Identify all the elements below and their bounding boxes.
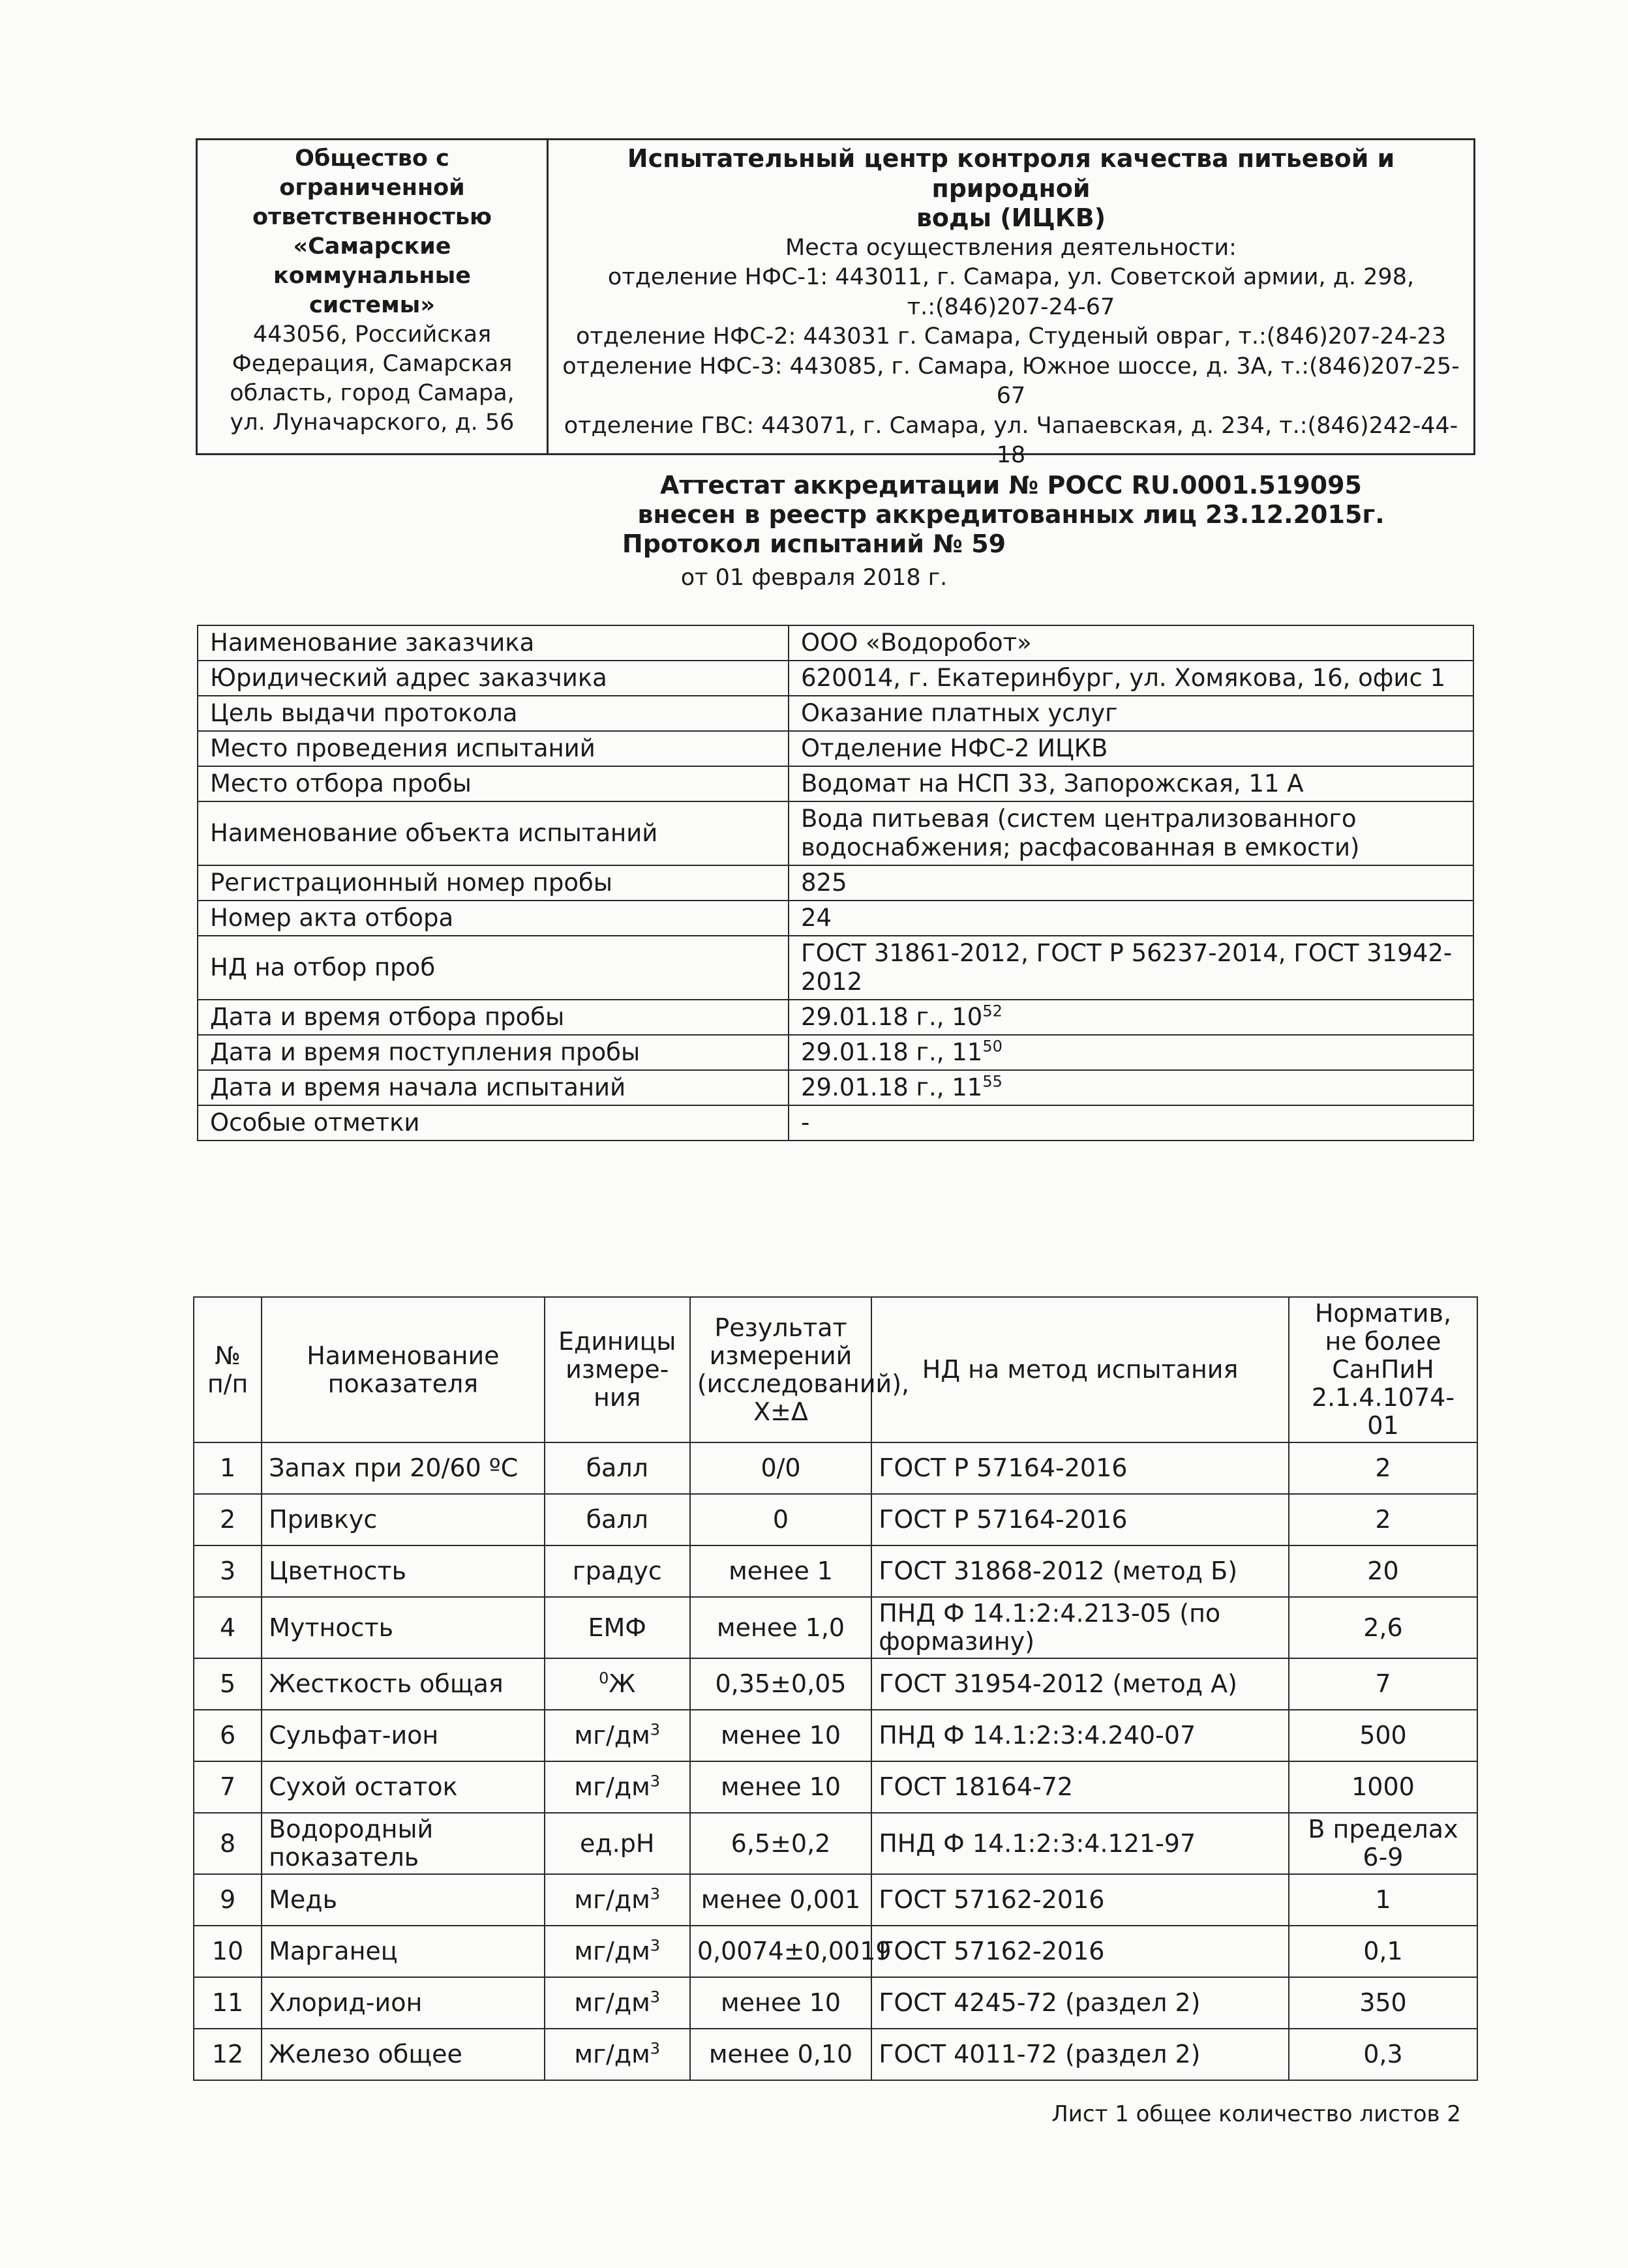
test-method: ГОСТ 57162-2016 [871,1926,1289,1977]
unit-exponent: 3 [650,1936,661,1955]
info-key: Дата и время начала испытаний [198,1070,789,1105]
info-value [789,625,1473,661]
info-value [789,901,1473,936]
info-value-text: 29.01.18 г., 11 [801,1073,983,1101]
result-value: 6,5±0,2 [690,1813,871,1874]
info-row [198,1000,1473,1035]
row-number: 9 [194,1874,262,1926]
row-number: 7 [194,1761,262,1813]
info-value [789,731,1473,766]
info-row [198,731,1473,766]
info-key: Регистрационный номер пробы [198,865,789,901]
test-method: ГОСТ 31868-2012 (метод Б) [871,1545,1289,1597]
results-header-row [194,1297,1477,1442]
unit [545,1658,690,1710]
table-row [194,1761,1477,1813]
test-method: ГОСТ 4011-72 (раздел 2) [871,2029,1289,2080]
table-row [194,1926,1477,1977]
info-row [198,1035,1473,1070]
info-value-text: ООО «Водоробот» [801,629,1032,657]
row-number: 1 [194,1442,262,1494]
indicator-name: Цветность [262,1545,545,1597]
row-number: 6 [194,1710,262,1761]
table-row [194,1597,1477,1658]
test-center-block [549,140,1473,529]
unit [545,1597,690,1658]
indicator-name: Мутность [262,1597,545,1658]
test-method: ГОСТ 57162-2016 [871,1874,1289,1926]
indicator-name: Запах при 20/60 ºС [262,1442,545,1494]
unit [545,1545,690,1597]
info-row [198,936,1473,1000]
result-value: менее 0,001 [690,1874,871,1926]
row-number: 8 [194,1813,262,1874]
indicator-name: Водородный показатель [262,1813,545,1874]
organization-address: 443056, Российская Федерация, Самарская область, город Самара, ул. Луначарского, д. 56 [230,321,515,436]
norm-value: 1000 [1289,1761,1477,1813]
table-row [194,1494,1477,1545]
indicator-name: Медь [262,1874,545,1926]
info-value-text: 29.01.18 г., 10 [801,1003,983,1031]
indicator-name: Марганец [262,1926,545,1977]
unit-text: мг/дм [574,2040,650,2068]
header-box [196,138,1475,529]
table-row [194,1977,1477,2029]
row-number: 3 [194,1545,262,1597]
test-method: ПНД Ф 14.1:2:3:4.121-97 [871,1813,1289,1874]
norm-value: В пределах 6-9 [1289,1813,1477,1874]
test-center-title: Испытательный центр контроля качества питьевой и природной воды (ИЦКВ) [627,144,1395,232]
table-row [194,1710,1477,1761]
info-value-text: Оказание платных услуг [801,699,1118,727]
unit-text: градус [572,1557,662,1585]
unit-text: ЕМФ [588,1613,646,1642]
unit-exponent: 3 [650,1720,661,1739]
info-value [789,1105,1473,1141]
protocol-title: Протокол испытаний № 59 [622,530,1006,558]
col-header-unit: Единицы измере-ния [545,1297,690,1442]
unit-text: мг/дм [574,1988,650,2017]
row-number: 5 [194,1658,262,1710]
unit-text: мг/дм [574,1937,650,1965]
unit-text: мг/дм [574,1772,650,1801]
table-row [194,2029,1477,2080]
row-number: 2 [194,1494,262,1545]
unit-degree: 0 [599,1669,609,1688]
time-minutes: 52 [982,1002,1002,1021]
info-key: Дата и время поступления пробы [198,1035,789,1070]
info-key: Место отбора пробы [198,766,789,801]
info-value [789,766,1473,801]
indicator-name: Жесткость общая [262,1658,545,1710]
unit [545,1761,690,1813]
test-method: ГОСТ 31954-2012 (метод А) [871,1658,1289,1710]
result-value: 0 [690,1494,871,1545]
test-method: ГОСТ Р 57164-2016 [871,1442,1289,1494]
organization-block [198,140,549,453]
table-row [194,1442,1477,1494]
result-value: менее 10 [690,1710,871,1761]
branch-line: отделение НФС-1: 443011, г. Самара, ул. Советской армии, д. 298, [607,264,1415,290]
info-row [198,625,1473,661]
unit-text: мг/дм [574,1885,650,1914]
result-value: менее 0,10 [690,2029,871,2080]
unit [545,1710,690,1761]
info-key: Цель выдачи протокола [198,696,789,731]
info-row [198,901,1473,936]
unit-exponent: 3 [650,1988,661,2007]
places-label: Места осуществления деятельности: [785,234,1237,261]
branch-line: отделение ГВС: 443071, г. Самара, ул. Чапаевская, д. 234, т.:(846)242-44-18 [564,412,1458,468]
info-value-text: Отделение НФС-2 ИЦКВ [801,734,1108,762]
indicator-name: Железо общее [262,2029,545,2080]
result-value: менее 10 [690,1977,871,2029]
info-value-text: 24 [801,904,832,932]
info-row [198,1070,1473,1105]
info-value-text: ГОСТ 31861-2012, ГОСТ Р 56237-2014, ГОСТ 31942-2012 [801,939,1453,996]
time-minutes: 55 [982,1072,1002,1091]
row-number: 4 [194,1597,262,1658]
info-value [789,1070,1473,1105]
unit-exponent: 3 [650,1885,661,1903]
indicator-name: Привкус [262,1494,545,1545]
result-value: 0,0074±0,0019 [690,1926,871,1977]
info-value [789,1035,1473,1070]
table-row [194,1658,1477,1710]
info-key: Наименование объекта испытаний [198,801,789,865]
col-header-result: Результат измерений (исследований), Х±Δ [690,1297,871,1442]
info-key: Наименование заказчика [198,625,789,661]
info-row [198,766,1473,801]
norm-value: 1 [1289,1874,1477,1926]
col-header-name: Наименование показателя [262,1297,545,1442]
sample-info-table [197,625,1474,1141]
indicator-name: Сульфат-ион [262,1710,545,1761]
result-value: 0/0 [690,1442,871,1494]
unit-text: балл [586,1505,648,1534]
norm-value: 2 [1289,1442,1477,1494]
info-row [198,865,1473,901]
norm-value: 350 [1289,1977,1477,2029]
row-number: 10 [194,1926,262,1977]
col-header-norm: Норматив, не более СанПиН 2.1.4.1074-01 [1289,1297,1477,1442]
info-value [789,1000,1473,1035]
norm-value: 2 [1289,1494,1477,1545]
info-row [198,661,1473,696]
info-value [789,801,1473,865]
info-key: Особые отметки [198,1105,789,1141]
unit [545,1926,690,1977]
table-row [194,1874,1477,1926]
info-value-text: Водомат на НСП 33, Запорожская, 11 А [801,769,1304,798]
info-key: Номер акта отбора [198,901,789,936]
branch-line: отделение НФС-3: 443085, г. Самара, Южное шоссе, д. 3А, т.:(846)207-25-67 [562,353,1460,409]
results-table [193,1296,1478,2081]
unit-text: мг/дм [574,1721,650,1750]
unit-exponent: 3 [650,2039,661,2058]
test-method: ПНД Ф 14.1:2:4.213-05 (по формазину) [871,1597,1289,1658]
norm-value: 0,1 [1289,1926,1477,1977]
unit-text: ед.рН [580,1828,655,1858]
info-value [789,865,1473,901]
info-value-text: Вода питьевая (систем централизованного водоснабжения; расфасованная в емкости) [801,805,1360,861]
info-key: Дата и время отбора пробы [198,1000,789,1035]
indicator-name: Хлорид-ион [262,1977,545,2029]
time-minutes: 50 [982,1037,1002,1056]
indicator-name: Сухой остаток [262,1761,545,1813]
row-number: 12 [194,2029,262,2080]
info-key: Юридический адрес заказчика [198,661,789,696]
unit-text: балл [586,1454,648,1482]
organization-name: Общество с ограниченной ответственностью «Самарские коммунальные системы» [252,145,492,318]
unit-text: Ж [609,1669,636,1698]
info-value-text: - [801,1109,810,1137]
unit [545,1494,690,1545]
info-value [789,696,1473,731]
info-row [198,696,1473,731]
info-value-text: 825 [801,869,847,897]
info-row [198,801,1473,865]
info-value-text: 620014, г. Екатеринбург, ул. Хомякова, 16, офис 1 [801,664,1446,692]
test-method: ГОСТ Р 57164-2016 [871,1494,1289,1545]
unit [545,1813,690,1874]
row-number: 11 [194,1977,262,2029]
test-method: ГОСТ 4245-72 (раздел 2) [871,1977,1289,2029]
result-value: менее 1,0 [690,1597,871,1658]
info-row [198,1105,1473,1141]
protocol-date: от 01 февраля 2018 г. [680,565,948,591]
info-value [789,936,1473,1000]
norm-value: 0,3 [1289,2029,1477,2080]
table-row [194,1813,1477,1874]
unit [545,1977,690,2029]
unit-exponent: 3 [650,1772,661,1791]
col-header-method: НД на метод испытания [871,1297,1289,1442]
info-key: Место проведения испытаний [198,731,789,766]
result-value: менее 10 [690,1761,871,1813]
norm-value: 500 [1289,1710,1477,1761]
result-value: менее 1 [690,1545,871,1597]
unit [545,1874,690,1926]
branch-line: отделение НФС-2: 443031 г. Самара, Студеный овраг, т.:(846)207-24-23 [575,323,1447,350]
accreditation-line: Аттестат аккредитации № РОСС RU.0001.519095 [659,470,1362,500]
info-key: НД на отбор проб [198,936,789,1000]
table-row [194,1545,1477,1597]
unit [545,1442,690,1494]
test-method: ПНД Ф 14.1:2:3:4.240-07 [871,1710,1289,1761]
page-footer: Лист 1 общее количество листов 2 [1051,2101,1461,2127]
norm-value: 2,6 [1289,1597,1477,1658]
norm-value: 7 [1289,1658,1477,1710]
unit [545,2029,690,2080]
branch-line: т.:(846)207-24-67 [907,293,1115,320]
test-method: ГОСТ 18164-72 [871,1761,1289,1813]
result-value: 0,35±0,05 [690,1658,871,1710]
col-header-num: № п/п [194,1297,262,1442]
info-value-text: 29.01.18 г., 11 [801,1038,983,1066]
info-value [789,661,1473,696]
norm-value: 20 [1289,1545,1477,1597]
registry-line: внесен в реестр аккредитованных лиц 23.12.2015г. [637,500,1385,529]
